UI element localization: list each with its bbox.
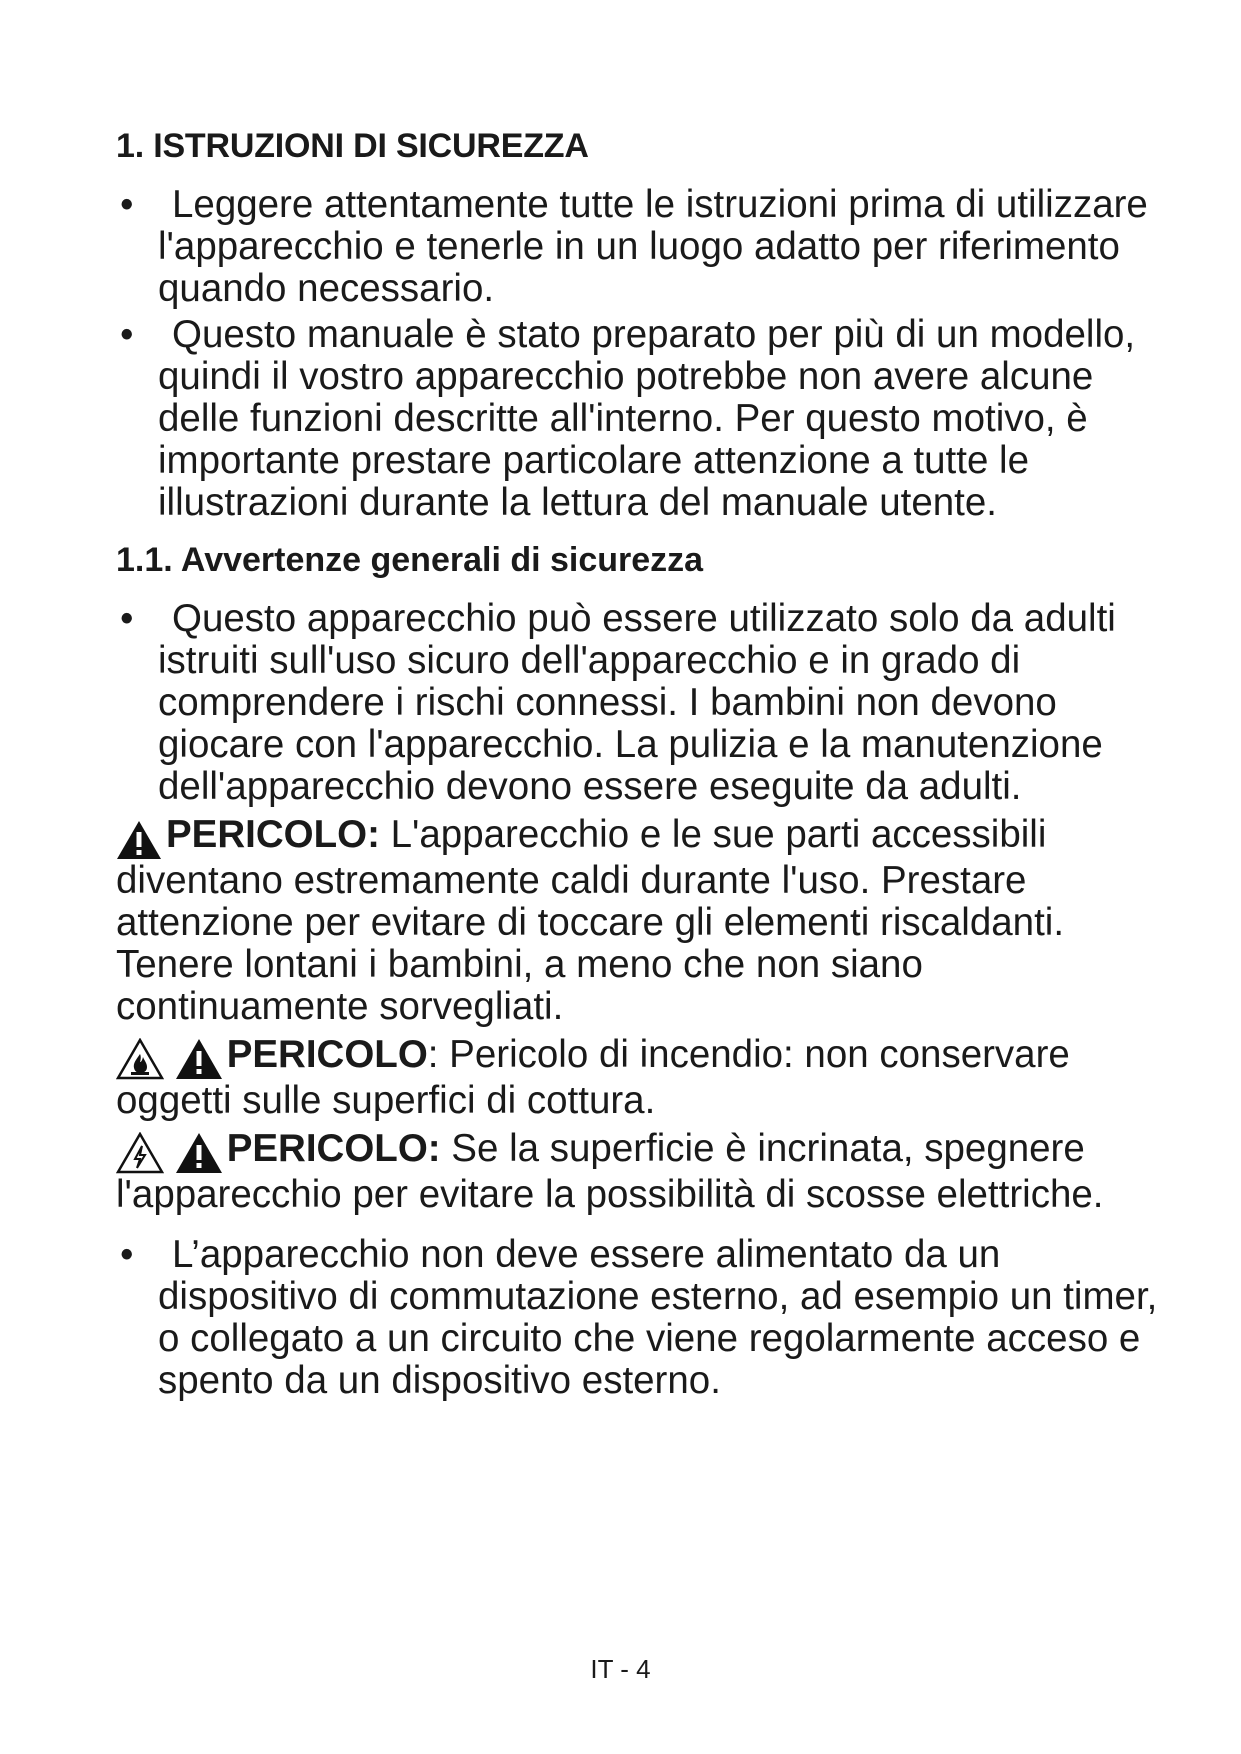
danger-text: L'apparecchio e le sue parti accessibili diventano estremamente caldi durante l'uso. Prestare attenzione per evitare di toccare gli elementi riscaldanti. Tenere lontani i bambini, a meno che non siano continuamente sorvegliati. — [116, 813, 1065, 1028]
warning-icon — [116, 820, 162, 860]
list-item — [116, 314, 1158, 524]
fire-hazard-icon — [116, 1038, 164, 1080]
danger-notice-electric — [116, 1128, 1136, 1216]
danger-notice-fire — [116, 1034, 1136, 1122]
list-item — [116, 598, 1158, 808]
section-heading: 1. ISTRUZIONI DI SICUREZZA — [116, 127, 589, 165]
page-number: IT - 4 — [590, 1654, 651, 1684]
list-item — [116, 1234, 1158, 1402]
danger-label: PERICOLO — [226, 1033, 428, 1076]
subsection-heading: 1.1. Avvertenze generali di sicurezza — [116, 541, 704, 579]
list-item — [116, 184, 1158, 310]
bullet-symbol: • — [120, 1233, 134, 1276]
bullet-text: L’apparecchio non deve essere alimentato da un dispositivo di commutazione esterno, ad esempio un timer, o collegato a un circuito che viene regolarmente acceso e spento da un dispositivo esterno. — [158, 1233, 1158, 1402]
danger-label: PERICOLO: — [166, 813, 380, 856]
danger-label: PERICOLO: — [226, 1127, 441, 1170]
danger-text: Se la superficie è incrinata, spegnere l'apparecchio per evitare la possibilità di scosse elettriche. — [116, 1127, 1104, 1216]
danger-notice-hot-surfaces — [116, 814, 1136, 1028]
manual-page — [116, 124, 1158, 1406]
bullet-text: Leggere attentamente tutte le istruzioni prima di utilizzare l'apparecchio e tenerle in un luogo adatto per riferimento quando necessario. — [158, 183, 1148, 310]
bullet-symbol: • — [120, 313, 134, 356]
bullet-symbol: • — [120, 597, 134, 640]
warning-icon — [175, 1038, 223, 1080]
bullet-text: Questo apparecchio può essere utilizzato solo da adulti istruiti sull'uso sicuro dell'apparecchio e in grado di comprendere i rischi connessi. I bambini non devono giocare con l'apparecchio. La pulizia e la manutenzione dell'apparecchio devono essere eseguite da adulti. — [158, 597, 1116, 808]
danger-text: : Pericolo di incendio: non conservare oggetti sulle superfici di cottura. — [116, 1033, 1070, 1122]
electric-hazard-icon — [116, 1132, 164, 1174]
bullet-symbol: • — [120, 183, 134, 226]
warning-icon — [175, 1132, 223, 1174]
bullet-text: Questo manuale è stato preparato per più di un modello, quindi il vostro apparecchio potrebbe non avere alcune delle funzioni descritte all'interno. Per questo motivo, è importante prestare particolare attenzione a tutte le illustrazioni durante la lettura del manuale utente. — [158, 313, 1136, 524]
